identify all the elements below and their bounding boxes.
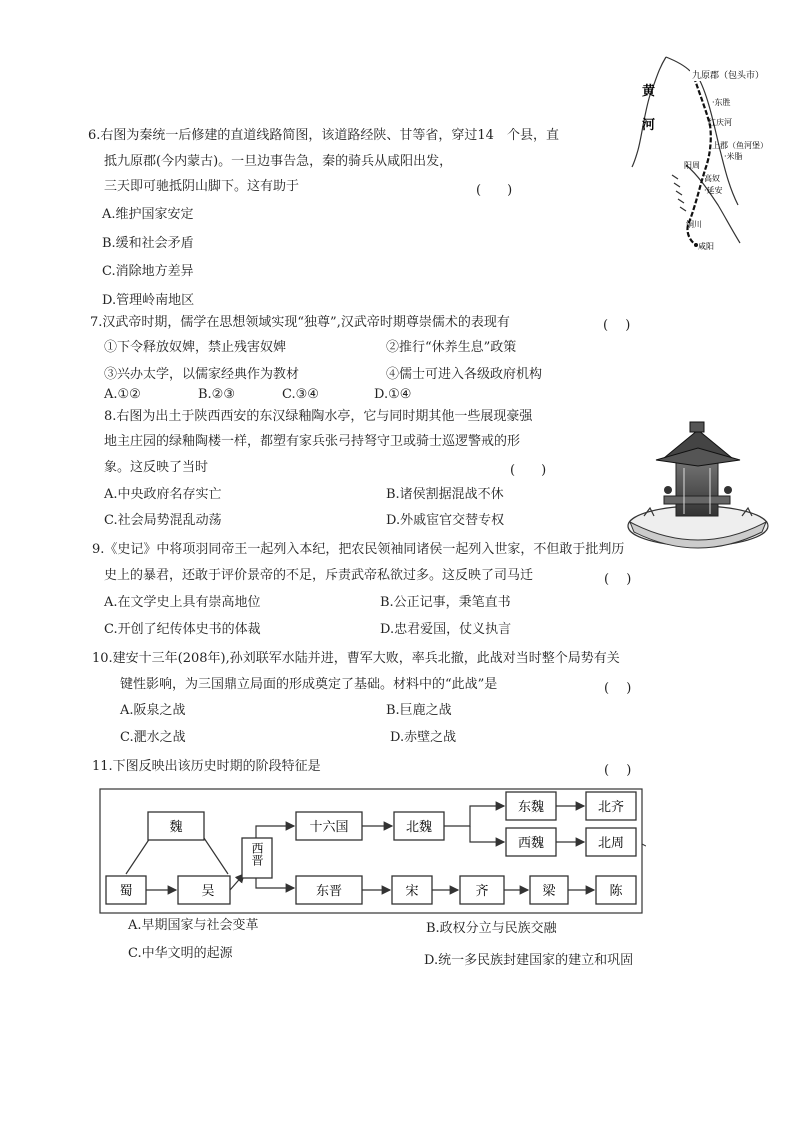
q7-option-b: B.②③	[198, 387, 235, 402]
map-place-gaonu: 高奴	[704, 174, 720, 183]
map-place-yangzhou: 阳周	[684, 161, 700, 170]
q6-option-a: A.维护国家安定	[102, 207, 194, 222]
q9-option-a: A.在文学史上具有崇高地位	[104, 595, 261, 610]
q8-stem-line2: 地主庄园的绿釉陶楼一样，都塑有家兵张弓持弩守卫或骑士巡逻警戒的形	[104, 434, 521, 449]
q9-answer-paren: ( )	[604, 572, 632, 587]
node-chen-label: 陈	[609, 884, 623, 899]
q10-option-a: A.阪泉之战	[120, 703, 186, 718]
q11-option-b: B.政权分立与民族交融	[426, 921, 557, 936]
map-place-shangjun: 上郡（鱼河堡）	[712, 141, 768, 150]
node-song-label: 宋	[405, 884, 419, 899]
q7-option-d: D.①④	[374, 387, 412, 402]
q6-answer-paren: ( )	[476, 183, 513, 198]
map-place-mizhi: ·米脂	[724, 152, 743, 161]
q11-option-d: D.统一多民族封建国家的建立和巩固	[424, 953, 634, 968]
q9-stem-line1: 9.《史记》中将项羽同帝王一起列入本纪，把农民领袖同诸侯一起列入世家，不但敢于批判历	[92, 542, 625, 557]
node-xiwei-label: 西魏	[517, 836, 545, 851]
q7-item-4: ④儒士可进入各级政府机构	[386, 367, 543, 382]
q10-answer-paren: ( )	[604, 681, 632, 696]
node-song	[392, 876, 432, 904]
q7-option-c: C.③④	[282, 387, 319, 402]
q9-option-c: C.开创了纪传体史书的体裁	[104, 622, 261, 637]
q6-option-d: D.管理岭南地区	[102, 293, 195, 308]
q10-stem-line1: 10.建安十三年(208年),孙刘联军水陆并进，曹军大败，率兵北撤，此战对当时整个局势有关	[92, 651, 620, 666]
node-shiliuguo	[296, 812, 362, 840]
node-shiliuguo-label: 十六国	[309, 820, 349, 835]
q11-option-a: A.早期国家与社会变革	[128, 918, 259, 933]
map-place-xianyang: 咸阳	[698, 242, 714, 251]
node-beiwei-label: 北魏	[405, 820, 433, 835]
q10-option-d: D.赤壁之战	[390, 730, 457, 745]
q8-option-d: D.外戚宦官交替专权	[386, 513, 505, 528]
node-shu	[106, 876, 146, 904]
node-dongjin	[296, 876, 362, 904]
node-xijin	[242, 838, 272, 878]
ridge-marks	[672, 175, 686, 211]
map-place-tongchuan: 铜川	[686, 220, 702, 229]
q11-option-c: C.中华文明的起源	[128, 946, 233, 961]
q7-stem: 7.汉武帝时期，儒学在思想领域实现“独尊”,汉武帝时期尊崇儒术的表现有	[90, 315, 510, 330]
node-wei-label: 魏	[169, 820, 183, 835]
node-liang	[530, 876, 568, 904]
node-qi-label: 齐	[475, 884, 489, 899]
q7-answer-paren: ( )	[603, 318, 631, 333]
node-wu-label: 吴	[201, 884, 215, 899]
q7-option-a: A.①②	[104, 387, 141, 402]
q6-stem-line1: 6.右图为秦统一后修建的直道线路简图，该道路经陕、甘等省，穿过14 个县，直	[88, 128, 559, 143]
node-beiwei	[394, 812, 444, 840]
q7-item-1: ①下令释放奴婢，禁止残害奴婢	[104, 340, 287, 355]
node-qi	[460, 876, 504, 904]
q7-item-2: ②推行“休养生息”政策	[386, 340, 517, 355]
node-xiwei	[506, 828, 556, 856]
q8-stem-line3: 象。这反映了当时	[104, 460, 209, 475]
node-shu-label: 蜀	[119, 884, 133, 899]
q9-option-d: D.忠君爱国，仗义执言	[380, 622, 512, 637]
map-place-jiuyuan: 九原郡（包头市）	[692, 71, 765, 81]
green-glazed-pottery-pavilion-image	[624, 418, 770, 554]
dynasty-flow-diagram	[98, 786, 646, 916]
node-dongwei	[506, 792, 556, 820]
node-wei	[148, 812, 204, 840]
q10-option-b: B.巨鹿之战	[386, 703, 452, 718]
yellow-river-line	[632, 57, 666, 167]
q11-answer-paren: ( )	[604, 763, 632, 778]
q6-stem-line3: 三天即可驰抵阴山脚下。这有助于	[104, 179, 300, 194]
map-place-hongqinghe: 红庆河	[708, 118, 732, 127]
map-place-yanan: ·延安	[704, 186, 723, 195]
q10-stem-line2: 键性影响，为三国鼎立局面的形成奠定了基础。材料中的“此战”是	[120, 677, 498, 692]
q6-stem-line2: 抵九原郡(今内蒙古)。一旦边事告急，秦的骑兵从咸阳出发，	[104, 154, 453, 169]
node-beiqi	[586, 792, 636, 820]
q11-stem: 11.下图反映出该历史时期的阶段特征是	[92, 759, 321, 774]
q7-item-3: ③兴办太学，以儒家经典作为教材	[104, 367, 300, 382]
map-place-dongsheng: ·东胜	[712, 98, 731, 107]
q8-answer-paren: ( )	[510, 463, 547, 478]
node-chen	[596, 876, 636, 904]
q10-option-c: C.淝水之战	[120, 730, 186, 745]
q6-road-map	[628, 55, 778, 260]
node-beizhou-label: 北周	[597, 836, 625, 851]
node-xijin-label: 西晋	[250, 842, 264, 866]
q8-option-a: A.中央政府名存实亡	[104, 487, 222, 502]
yellow-river-line-2	[666, 57, 690, 71]
q9-stem-line2: 史上的暴君，还敢于评价景帝的不足，斥责武帝私欲过多。这反映了司马迁	[104, 568, 534, 583]
node-dongjin-label: 东晋	[315, 884, 343, 899]
node-beizhou	[586, 828, 636, 856]
node-beiqi-label: 北齐	[597, 800, 625, 815]
node-liang-label: 梁	[542, 884, 556, 899]
q9-option-b: B.公正记事，秉笔直书	[380, 595, 511, 610]
q8-stem-line1: 8.右图为出土于陕西西安的东汉绿釉陶水亭，它与同时期其他一些展现豪强	[104, 409, 533, 424]
map-river-char-2: 河	[642, 118, 656, 133]
q6-option-b: B.缓和社会矛盾	[102, 236, 194, 251]
map-river-char-1: 黄	[642, 84, 656, 99]
q8-option-b: B.诸侯割据混战不休	[386, 487, 504, 502]
q6-option-c: C.消除地方差异	[102, 264, 194, 279]
node-dongwei-label: 东魏	[517, 800, 545, 815]
q8-option-c: C.社会局势混乱动荡	[104, 513, 222, 528]
node-wu	[178, 876, 230, 904]
